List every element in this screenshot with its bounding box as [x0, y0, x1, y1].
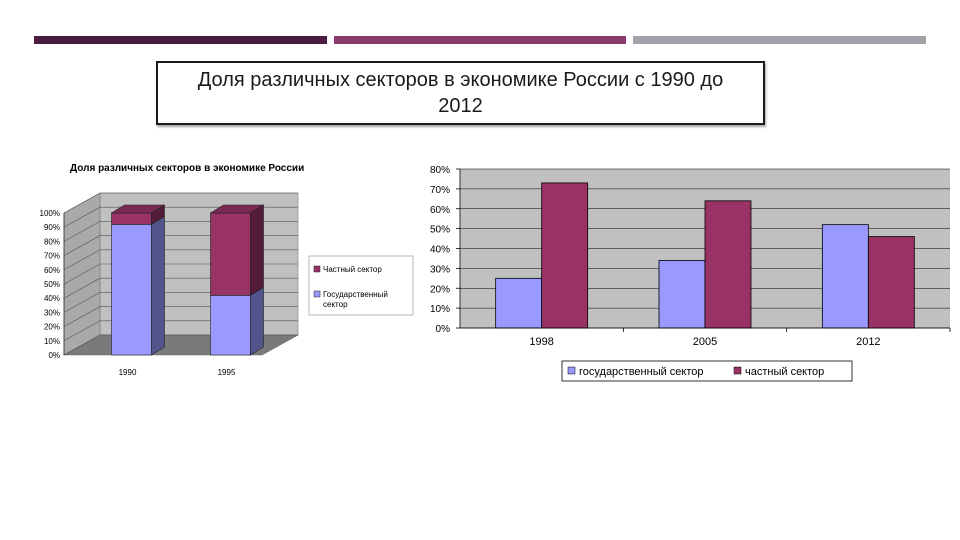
chart2-xtick-label: 2005	[692, 336, 718, 348]
chart2-xtick-label: 2012	[856, 336, 881, 348]
chart2-bar-2012-state	[822, 225, 868, 328]
chart2-ytick-label: 30%	[429, 264, 450, 276]
chart1-ytick-label: 60%	[43, 265, 60, 275]
chart1-ytick-label: 80%	[43, 237, 60, 247]
chart1-ytick-label: 100%	[39, 209, 60, 218]
chart2-legend-swatch-state	[568, 367, 575, 374]
chart2-ytick-label: 60%	[429, 204, 450, 216]
chart2-ytick-label: 10%	[429, 304, 450, 316]
chart2-bar-2005-state	[659, 260, 705, 328]
chart1-ytick-label: 70%	[43, 251, 60, 261]
chart1-ytick-label: 30%	[43, 308, 60, 318]
chart1-ytick-label: 50%	[43, 280, 60, 289]
chart2-ytick-label: 80%	[429, 165, 450, 176]
chart2-bar-1998-state	[496, 278, 542, 328]
chart1-ytick-label: 10%	[43, 336, 60, 346]
chart2-legend-state: государственный сектор	[579, 366, 704, 378]
chart1-ytick-label: 40%	[43, 294, 60, 304]
chart2-ytick-label: 20%	[429, 284, 450, 296]
chart2-ytick-label: 40%	[429, 244, 450, 256]
chart1-xtick-label: 1990	[118, 368, 137, 377]
chart2-legend-swatch-private	[734, 367, 741, 374]
chart2-xtick-label: 1998	[529, 336, 554, 348]
chart2-plot	[430, 165, 950, 381]
chart2-legend-private: частный сектор	[745, 366, 825, 378]
chart2-bar-2012-private	[868, 237, 914, 328]
chart1-legend-state-line2: сектор	[323, 300, 348, 309]
chart1-legend-private: Частный сектор	[323, 265, 382, 274]
chart1-ytick-label: 20%	[43, 322, 60, 332]
chart2-ytick-label: 50%	[429, 224, 450, 236]
chart1-ytick-label: 0%	[48, 351, 60, 360]
chart1-title: Доля различных секторов в экономике России	[70, 163, 305, 174]
chart1-xtick-label: 1995	[217, 368, 236, 377]
slide-title: Доля различных секторов в экономике России с 1990 до 2012	[197, 69, 724, 117]
chart2-ytick-label: 70%	[429, 184, 450, 196]
chart2-bar-1998-private	[542, 183, 588, 328]
chart1-ytick-label: 90%	[43, 223, 60, 233]
chart1-legend-state-line1: Государственный	[323, 290, 388, 299]
chart2-bar-2005-private	[705, 201, 751, 328]
chart2-ytick-label: 0%	[435, 324, 450, 335]
